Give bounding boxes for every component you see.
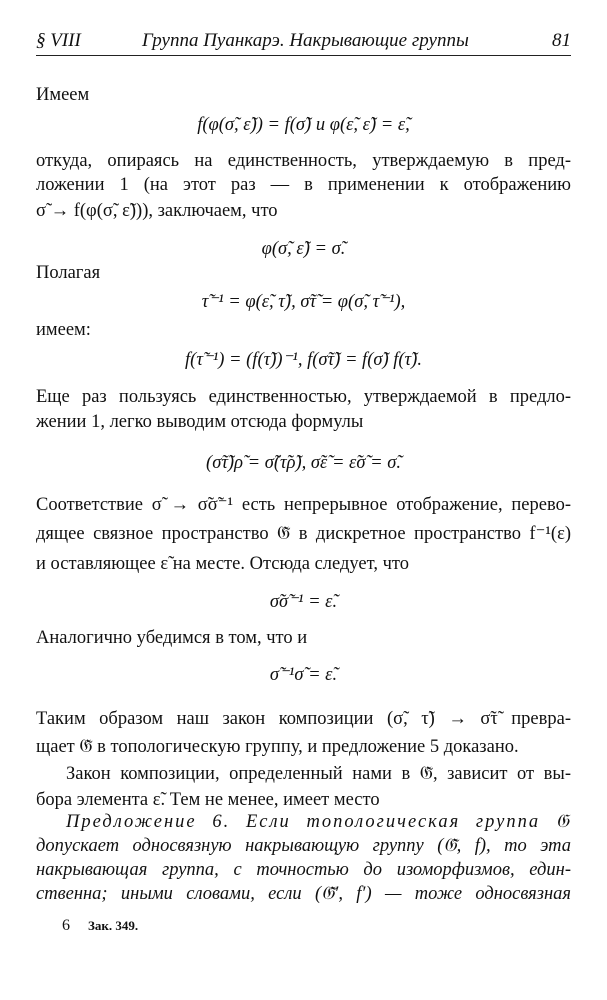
header-title: Группа Пуанкарэ. Накрывающие группы <box>142 30 469 51</box>
proposition-line: допускает односвязную накрывающую группу (𝔊̃, f), то эта <box>36 836 571 856</box>
footer-signature <box>62 917 138 935</box>
text-line: имеем: <box>36 320 91 340</box>
text-line: Еще раз пользуясь единственностью, утверждаемой в предло- <box>36 387 571 407</box>
text-line: дящее связное пространство 𝔊̃ в дискретное пространство f⁻¹(ε) <box>36 524 571 544</box>
text-line: Полагая <box>36 263 101 283</box>
formula-line: (σ̃τ̃)ρ̃ = σ̃(τ̃ρ̃), σ̃ε̃ = ε̃σ̃ = σ̃. <box>206 453 401 473</box>
text-line: откуда, опираясь на единственность, утверждаемую в пред- <box>36 151 571 171</box>
formula-line: f(τ̃⁻¹) = (f(τ̃))⁻¹, f(σ̃τ̃) = f(σ̃) f(τ̃). <box>185 350 422 370</box>
formula-line: f(φ(σ̃, ε̃)) = f(σ̃) и φ(ε̃, ε̃) = ε̃, <box>197 115 410 135</box>
text-line: Закон композиции, определенный нами в 𝔊̃, зависит от вы- <box>66 764 571 784</box>
header-rule <box>36 55 571 56</box>
text-line: Соответствие σ̃ → σ̃σ̃⁻¹ есть непрерывное отображение, перево- <box>36 495 571 515</box>
text-line: жении 1, легко выводим отсюда формулы <box>36 412 364 432</box>
proposition-line: накрывающая группа, с точностью до изоморфизмов, един- <box>36 860 571 880</box>
text-line: щает 𝔊̃ в топологическую группу, и предложение 5 доказано. <box>36 737 519 757</box>
formula-line: σ̃⁻¹σ̃ = ε̃. <box>269 665 338 685</box>
section-label: § VIII <box>36 30 81 51</box>
text-line: Имеем <box>36 85 90 105</box>
formula-line: τ̃⁻¹ = φ(ε̃, τ̃), σ̃τ̃ = φ(σ̃, τ̃⁻¹), <box>201 292 406 312</box>
text-line: бора элемента ε̃. Тем не менее, имеет место <box>36 790 380 810</box>
proposition-heading: Предложение 6. Если топологическая группа 𝔊 <box>66 812 571 832</box>
text-line: Аналогично убедимся в том, что и <box>36 628 308 648</box>
text-line: Таким образом наш закон композиции (σ̃, τ̃) → σ̃τ̃ превра- <box>36 709 571 729</box>
text-line: σ̃ → f(φ(σ̃, ε̃))), заключаем, что <box>36 201 278 221</box>
formula-line: φ(σ̃, ε̃) = σ̃. <box>261 239 346 259</box>
proposition-line: ственна; иными словами, если (𝔊̃′, f′) — тоже односвязная <box>36 884 571 904</box>
footer-code: Зак. 349. <box>88 918 139 933</box>
footer-page: 6 <box>62 917 70 934</box>
page-number: 81 <box>552 30 571 51</box>
text-line: ложении 1 (на этот раз — в применении к отображению <box>36 175 571 195</box>
text-line: и оставляющее ε̃ на месте. Отсюда следует, что <box>36 554 409 574</box>
formula-line: σ̃σ̃⁻¹ = ε̃. <box>269 592 338 612</box>
